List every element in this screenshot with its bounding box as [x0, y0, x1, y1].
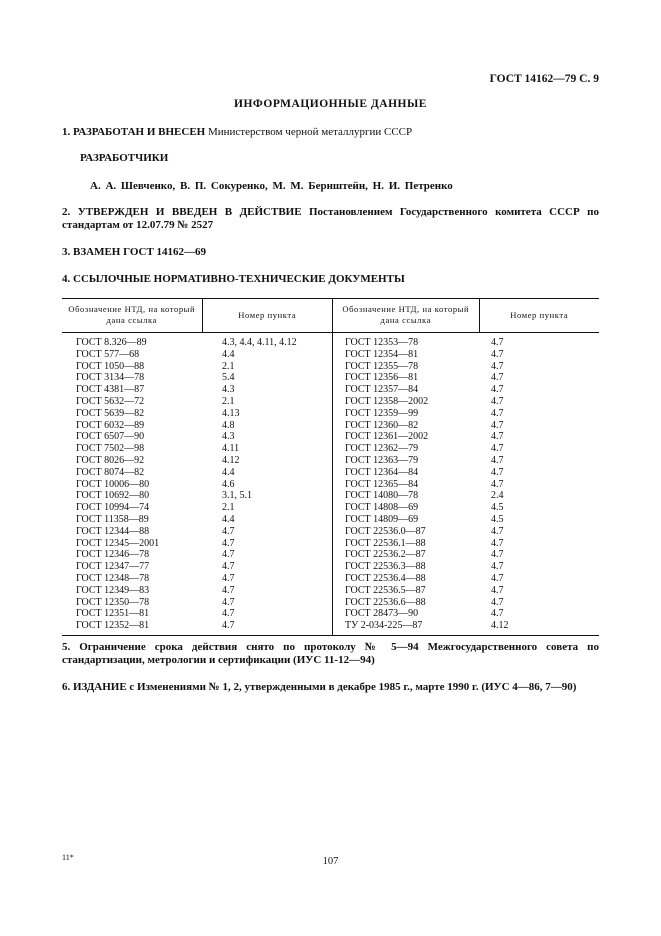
cell-ntd-left: ГОСТ 6507—90 — [76, 431, 145, 443]
cell-ntd-left: ГОСТ 6032—89 — [76, 419, 145, 431]
table-row — [62, 490, 599, 502]
cell-ntd-left: ГОСТ 10994—74 — [76, 502, 150, 514]
header-item-left: Номер пункта — [202, 299, 333, 333]
cell-ntd-right: ГОСТ 28473—90 — [345, 608, 419, 620]
cell-item-left: 4.3 — [202, 431, 333, 443]
table-row — [62, 455, 599, 467]
cell-item-right: 4.7 — [491, 360, 504, 372]
cell-ntd-right: ГОСТ 14808—69 — [345, 502, 419, 514]
table-row — [62, 349, 599, 361]
table-row — [62, 538, 599, 550]
table-row — [62, 408, 599, 420]
cell-item-right: 4.7 — [491, 478, 504, 490]
cell-ntd-left: ГОСТ 12347—77 — [76, 561, 150, 573]
cell-item-left: 2.1 — [202, 396, 333, 408]
table-row — [62, 467, 599, 479]
cell-ntd-left: ГОСТ 8074—82 — [76, 466, 145, 478]
cell-item-right: 4.5 — [491, 502, 504, 514]
cell-ntd-left: ГОСТ 12345—2001 — [76, 537, 160, 549]
cell-ntd-right: ГОСТ 12357—84 — [345, 384, 419, 396]
cell-item-left: 4.7 — [202, 538, 333, 550]
developers-label: РАЗРАБОТЧИКИ — [80, 152, 169, 164]
cell-item-left: 4.6 — [202, 479, 333, 491]
cell-ntd-left: ГОСТ 10006—80 — [76, 478, 150, 490]
cell-item-left: 4.11 — [202, 443, 333, 455]
page-number: 107 — [322, 856, 339, 867]
cell-ntd-left: ГОСТ 8026—92 — [76, 454, 145, 466]
cell-item-right: 4.5 — [491, 513, 504, 525]
item-2-text: Постановлением Государственного комитета СССР по стандартам от 12.07.79 № 2527 — [62, 206, 600, 231]
cell-ntd-left: ГОСТ 11358—89 — [76, 513, 149, 525]
cell-ntd-right: ГОСТ 12362—79 — [345, 443, 419, 455]
table-row — [62, 479, 599, 491]
item-1-text: Министерством черной металлургии СССР — [205, 126, 413, 138]
item-2-lead: 2. УТВЕРЖДЕН И ВВЕДЕН В ДЕЙСТВИЕ — [62, 206, 302, 218]
table-row — [62, 502, 599, 514]
cell-item-right: 4.7 — [491, 608, 504, 620]
cell-item-left: 4.7 — [202, 573, 333, 585]
header-item-right: Номер пункта — [479, 299, 599, 333]
cell-item-right: 4.7 — [491, 431, 504, 443]
cell-item-right: 2.4 — [491, 490, 504, 502]
item-3: 3. ВЗАМЕН ГОСТ 14162—69 — [62, 246, 207, 258]
cell-item-right: 4.7 — [491, 525, 504, 537]
cell-ntd-left: ГОСТ 10692—80 — [76, 490, 150, 502]
cell-item-right: 4.7 — [491, 348, 504, 360]
cell-ntd-right: ГОСТ 12363—79 — [345, 454, 419, 466]
section-title: ИНФОРМАЦИОННЫЕ ДАННЫЕ — [234, 98, 427, 110]
cell-item-left: 4.4 — [202, 467, 333, 479]
cell-ntd-left: ГОСТ 12349—83 — [76, 584, 150, 596]
cell-item-right: 4.7 — [491, 596, 504, 608]
cell-item-left: 4.3 — [202, 384, 333, 396]
cell-item-left: 5.4 — [202, 372, 333, 384]
cell-ntd-left: ГОСТ 1050—88 — [76, 360, 145, 372]
cell-ntd-right: ГОСТ 12365—84 — [345, 478, 419, 490]
cell-item-right: 4.7 — [491, 407, 504, 419]
cell-ntd-left: ГОСТ 4381—87 — [76, 384, 145, 396]
cell-ntd-right: ГОСТ 22536.3—88 — [345, 561, 426, 573]
cell-item-left: 4.7 — [202, 549, 333, 561]
cell-ntd-right: ГОСТ 12358—2002 — [345, 395, 429, 407]
cell-ntd-right: ГОСТ 12354—81 — [345, 348, 419, 360]
cell-ntd-left: ГОСТ 12352—81 — [62, 620, 202, 635]
item-2 — [62, 206, 599, 232]
cell-item-left: 4.13 — [202, 408, 333, 420]
table-row — [62, 585, 599, 597]
table-row — [62, 420, 599, 432]
cell-item-left: 4.7 — [202, 585, 333, 597]
developers-list: А. А. Шевченко, В. П. Сокуренко, М. М. Бернштейн, Н. И. Петренко — [90, 180, 453, 192]
table-row — [62, 514, 599, 526]
cell-ntd-right: ГОСТ 22536.2—87 — [345, 549, 426, 561]
cell-ntd-right: ГОСТ 22536.4—88 — [345, 572, 426, 584]
table-row — [62, 384, 599, 396]
cell-ntd-left: ГОСТ 5639—82 — [76, 407, 145, 419]
cell-item-left: 4.12 — [202, 455, 333, 467]
table-row — [62, 443, 599, 455]
cell-item-right: 4.7 — [491, 549, 504, 561]
table-row — [62, 608, 599, 620]
cell-ntd-right: ГОСТ 22536.6—88 — [345, 596, 426, 608]
item-4: 4. ССЫЛОЧНЫЕ НОРМАТИВНО-ТЕХНИЧЕСКИЕ ДОКУМЕНТЫ — [62, 273, 405, 285]
cell-ntd-right: ТУ 2-034-225—87 — [333, 620, 480, 635]
cell-item-right: 4.7 — [491, 454, 504, 466]
cell-item-left: 4.7 — [202, 561, 333, 573]
cell-item-right: 4.7 — [491, 584, 504, 596]
table-body — [62, 333, 599, 636]
cell-item-right: 4.7 — [491, 384, 504, 396]
cell-item-left: 4.4 — [202, 349, 333, 361]
cell-item-right: 4.7 — [491, 372, 504, 384]
cell-item-right: 4.7 — [491, 419, 504, 431]
cell-item-right: 4.7 — [491, 537, 504, 549]
cell-item-left: 2.1 — [202, 361, 333, 373]
cell-ntd-right: ГОСТ 22536.0—87 — [345, 525, 426, 537]
cell-ntd-right: ГОСТ 12355—78 — [345, 360, 419, 372]
table-row — [62, 361, 599, 373]
signature-mark: 11* — [62, 853, 74, 862]
cell-item-right: 4.7 — [491, 572, 504, 584]
cell-item-left: 2.1 — [202, 502, 333, 514]
cell-ntd-right: ГОСТ 12364—84 — [345, 466, 419, 478]
table-row — [62, 431, 599, 443]
cell-item-left: 4.7 — [202, 526, 333, 538]
cell-ntd-right: ГОСТ 14080—78 — [345, 490, 419, 502]
cell-item-right: 4.7 — [491, 443, 504, 455]
reference-documents-table — [62, 298, 599, 636]
cell-item-left: 4.4 — [202, 514, 333, 526]
cell-ntd-left: ГОСТ 3134—78 — [76, 372, 145, 384]
item-6: 6. ИЗДАНИЕ с Изменениями № 1, 2, утвержденными в декабре 1985 г., марте 1990 г. (ИУС 4—86, 7—90) — [62, 681, 577, 693]
header-ntd-right: Обозначение НТД, на который дана ссылка — [333, 299, 480, 333]
cell-item-left: 3.1, 5.1 — [202, 490, 333, 502]
cell-item-left: 4.8 — [202, 420, 333, 432]
cell-ntd-right: ГОСТ 12353—78 — [345, 337, 419, 348]
cell-item-right: 4.7 — [491, 395, 504, 407]
cell-ntd-right: ГОСТ 12356—81 — [345, 372, 419, 384]
cell-ntd-left: ГОСТ 12351—81 — [76, 608, 150, 620]
cell-item-left: 4.7 — [202, 608, 333, 620]
cell-item-right: 4.7 — [491, 561, 504, 573]
cell-item-left: 4.7 — [202, 620, 333, 635]
table-row — [62, 561, 599, 573]
cell-ntd-left: ГОСТ 12348—78 — [76, 572, 150, 584]
cell-ntd-right: ГОСТ 12361—2002 — [345, 431, 429, 443]
table-row — [62, 549, 599, 561]
table-header-row — [62, 299, 599, 333]
table-row — [62, 620, 599, 635]
cell-ntd-right: ГОСТ 12360—82 — [345, 419, 419, 431]
cell-ntd-left: ГОСТ 8.326—89 — [76, 337, 147, 348]
cell-ntd-left: ГОСТ 7502—98 — [76, 443, 145, 455]
cell-item-left: 4.7 — [202, 597, 333, 609]
cell-ntd-right: ГОСТ 14809—69 — [345, 513, 419, 525]
cell-item-left: 4.3, 4.4, 4.11, 4.12 — [202, 333, 333, 349]
cell-ntd-left: ГОСТ 577—68 — [76, 348, 140, 360]
table-row — [62, 333, 599, 349]
table-row — [62, 573, 599, 585]
running-header: ГОСТ 14162—79 С. 9 — [489, 73, 599, 85]
table-row — [62, 526, 599, 538]
item-1-lead: 1. РАЗРАБОТАН И ВНЕСЕН — [62, 126, 206, 138]
table-row — [62, 396, 599, 408]
cell-ntd-right: ГОСТ 12359—99 — [345, 407, 419, 419]
cell-ntd-left: ГОСТ 12346—78 — [76, 549, 150, 561]
item-5: 5. Ограничение срока действия снято по протоколу № 5—94 Межгосударственного совета по стандартизации, метрологии и сертификации (ИУС 11-12—94) — [62, 641, 599, 666]
header-ntd-left: Обозначение НТД, на который дана ссылка — [62, 299, 202, 333]
cell-ntd-left: ГОСТ 12350—78 — [76, 596, 150, 608]
cell-ntd-right: ГОСТ 22536.1—88 — [345, 537, 426, 549]
cell-item-right: 4.7 — [491, 466, 504, 478]
table-row — [62, 597, 599, 609]
item-1 — [62, 126, 599, 139]
cell-item-right: 4.7 — [491, 337, 504, 348]
table-row — [62, 372, 599, 384]
cell-item-right: 4.12 — [479, 620, 599, 635]
cell-ntd-right: ГОСТ 22536.5—87 — [345, 584, 426, 596]
cell-ntd-left: ГОСТ 12344—88 — [76, 525, 150, 537]
cell-ntd-left: ГОСТ 5632—72 — [76, 395, 145, 407]
